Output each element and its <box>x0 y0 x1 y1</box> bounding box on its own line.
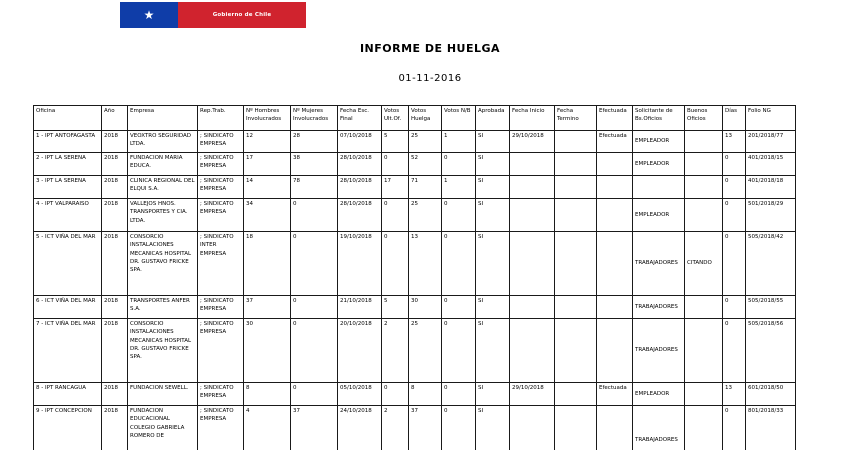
table-cell: 34 <box>244 199 291 232</box>
table-cell <box>685 319 723 383</box>
star-icon: ★ <box>143 8 155 22</box>
table-cell: 0 <box>723 153 746 176</box>
table-cell: SI <box>476 319 510 383</box>
gobierno-de-chile-logo <box>120 2 306 28</box>
column-header: Efectuada <box>597 106 633 131</box>
table-cell: 4 <box>244 406 291 450</box>
table-row <box>34 232 796 296</box>
table-cell: 25 <box>409 131 442 153</box>
table-cell: 5 <box>382 296 409 319</box>
table-cell <box>597 199 633 232</box>
table-cell <box>510 176 555 199</box>
table-cell: ; SINDICATO EMPRESA <box>198 383 244 406</box>
table-cell <box>555 131 597 153</box>
table-cell: 505/2018/56 <box>746 319 796 383</box>
table-cell: SI <box>476 176 510 199</box>
table-cell: 0 <box>291 296 338 319</box>
column-header: Aprobada <box>476 106 510 131</box>
table-cell: 0 <box>382 232 409 296</box>
table-cell: TRANSPORTES ANFER S.A. <box>128 296 198 319</box>
table-cell: Efectuada <box>597 131 633 153</box>
column-header: Fecha Esc. Final <box>338 106 382 131</box>
table-cell: CONSORCIO INSTALACIONES MECANICAS HOSPITAL DR. GUSTAVO FRICKE SPA. <box>128 232 198 296</box>
table-cell: 30 <box>409 296 442 319</box>
table-cell: 19/10/2018 <box>338 232 382 296</box>
column-header: Votos N/B <box>442 106 476 131</box>
table-cell: 0 <box>723 296 746 319</box>
table-cell: 0 <box>382 153 409 176</box>
column-header: Buenos Oficios <box>685 106 723 131</box>
table-row <box>34 406 796 450</box>
table-cell: 1 <box>442 176 476 199</box>
table-cell: 13 <box>723 131 746 153</box>
strike-report-table <box>33 105 796 450</box>
report-date: 01-11-2016 <box>398 73 462 84</box>
table-row <box>34 319 796 383</box>
table-cell: 52 <box>409 153 442 176</box>
table-header-row <box>34 106 796 131</box>
column-header: Empresa <box>128 106 198 131</box>
table-cell: 2018 <box>102 406 128 450</box>
table-cell: 78 <box>291 176 338 199</box>
table-cell: EMPLEADOR <box>633 383 685 406</box>
table-cell <box>510 232 555 296</box>
table-cell: ; SINDICATO EMPRESA <box>198 153 244 176</box>
table-cell: 2018 <box>102 383 128 406</box>
table-cell: FUNDACION SEWELL. <box>128 383 198 406</box>
table-cell: EMPLEADOR <box>633 153 685 176</box>
table-cell: FUNDACION EDUCACIONAL COLEGIO GABRIELA ROMERO DE <box>128 406 198 450</box>
table-cell: 4 - IPT VALPARAISO <box>34 199 102 232</box>
table-cell <box>597 406 633 450</box>
table-cell: 1 <box>442 131 476 153</box>
table-cell: 601/2018/50 <box>746 383 796 406</box>
table-cell: 5 <box>382 131 409 153</box>
column-header: Año <box>102 106 128 131</box>
table-cell <box>555 153 597 176</box>
table-cell: 2 <box>382 406 409 450</box>
table-cell <box>510 199 555 232</box>
table-cell: CONSORCIO INSTALACIONES MECANICAS HOSPITAL DR. GUSTAVO FRICKE SPA. <box>128 319 198 383</box>
table-cell: 37 <box>244 296 291 319</box>
table-cell: 0 <box>442 296 476 319</box>
table-cell: TRABAJADORES <box>633 406 685 450</box>
table-cell: ; SINDICATO EMPRESA <box>198 199 244 232</box>
table-cell <box>555 232 597 296</box>
table-cell: 0 <box>442 153 476 176</box>
table-cell: SI <box>476 131 510 153</box>
table-cell: ; SINDICATO EMPRESA <box>198 406 244 450</box>
table-cell: 2 <box>382 319 409 383</box>
table-cell: 0 <box>723 176 746 199</box>
table-cell <box>555 199 597 232</box>
logo-red-block <box>178 2 306 28</box>
table-cell: 9 - IPT CONCEPCION <box>34 406 102 450</box>
table-cell: 7 - ICT VIÑA DEL MAR <box>34 319 102 383</box>
table-cell: 8 - IPT RANCAGUA <box>34 383 102 406</box>
table-cell: 0 <box>291 199 338 232</box>
table-cell <box>555 406 597 450</box>
table-cell: 28 <box>291 131 338 153</box>
table-cell: 2018 <box>102 199 128 232</box>
table-cell: 28/10/2018 <box>338 153 382 176</box>
table-cell: 38 <box>291 153 338 176</box>
table-cell: 6 - ICT VIÑA DEL MAR <box>34 296 102 319</box>
table-cell: TRABAJADORES <box>633 296 685 319</box>
table-cell: 13 <box>723 383 746 406</box>
table-cell <box>633 176 685 199</box>
table-cell <box>685 296 723 319</box>
table-cell: 201/2018/77 <box>746 131 796 153</box>
table-cell: 801/2018/33 <box>746 406 796 450</box>
table-cell: 21/10/2018 <box>338 296 382 319</box>
table-cell: ; SINDICATO EMPRESA <box>198 319 244 383</box>
table-cell <box>510 153 555 176</box>
table-cell: ; SINDICATO EMPRESA <box>198 296 244 319</box>
table-cell <box>685 131 723 153</box>
table-cell: 8 <box>244 383 291 406</box>
table-cell <box>685 176 723 199</box>
table-cell: 71 <box>409 176 442 199</box>
table-cell: 17 <box>244 153 291 176</box>
table-cell: 0 <box>442 199 476 232</box>
table-cell: 8 <box>409 383 442 406</box>
table-cell <box>597 296 633 319</box>
table-cell: 0 <box>442 406 476 450</box>
table-cell: 30 <box>244 319 291 383</box>
table-cell: 0 <box>442 232 476 296</box>
table-cell: 29/10/2018 <box>510 383 555 406</box>
table-cell: 0 <box>291 232 338 296</box>
page-title: INFORME DE HUELGA <box>359 42 501 55</box>
table-cell: 37 <box>409 406 442 450</box>
column-header: Días <box>723 106 746 131</box>
column-header: Solicitante de Bs.Oficios <box>633 106 685 131</box>
table-cell <box>510 296 555 319</box>
table-cell <box>510 319 555 383</box>
table-cell: 05/10/2018 <box>338 383 382 406</box>
column-header: Oficina <box>34 106 102 131</box>
table-cell <box>685 406 723 450</box>
column-header: Votos Huelga <box>409 106 442 131</box>
table-cell: CITANDO <box>685 232 723 296</box>
table-cell: 07/10/2018 <box>338 131 382 153</box>
table-cell: 401/2018/15 <box>746 153 796 176</box>
table-cell <box>597 319 633 383</box>
table-cell: Efectuada <box>597 383 633 406</box>
table-row <box>34 296 796 319</box>
table-cell <box>597 153 633 176</box>
table-cell <box>555 176 597 199</box>
table-cell: 17 <box>382 176 409 199</box>
table-cell: 2 - IPT LA SERENA <box>34 153 102 176</box>
table-cell: SI <box>476 296 510 319</box>
table-cell: 2018 <box>102 153 128 176</box>
table-cell <box>597 176 633 199</box>
table-cell: 14 <box>244 176 291 199</box>
table-cell: 2018 <box>102 232 128 296</box>
table-cell: EMPLEADOR <box>633 199 685 232</box>
table-cell: 501/2018/29 <box>746 199 796 232</box>
table-cell <box>685 383 723 406</box>
table-cell: 37 <box>291 406 338 450</box>
column-header: Folio NG <box>746 106 796 131</box>
table-row <box>34 383 796 406</box>
table-cell <box>555 319 597 383</box>
table-cell: 3 - IPT LA SERENA <box>34 176 102 199</box>
table-cell <box>685 153 723 176</box>
table-cell <box>555 383 597 406</box>
column-header: Fecha Termino <box>555 106 597 131</box>
table-cell: 18 <box>244 232 291 296</box>
table-cell: 0 <box>442 319 476 383</box>
column-header: Rep.Trab. <box>198 106 244 131</box>
table-cell <box>685 199 723 232</box>
table-cell: 28/10/2018 <box>338 176 382 199</box>
table-cell <box>555 296 597 319</box>
column-header: Nº Mujeres Involucrados <box>291 106 338 131</box>
table-cell: 0 <box>291 319 338 383</box>
table-cell: 20/10/2018 <box>338 319 382 383</box>
table-cell: 2018 <box>102 296 128 319</box>
table-cell <box>510 406 555 450</box>
table-cell: VEOXTRO SEGURIDAD LTDA. <box>128 131 198 153</box>
table-row <box>34 176 796 199</box>
table-cell: SI <box>476 383 510 406</box>
table-row <box>34 199 796 232</box>
table-cell <box>597 232 633 296</box>
table-cell: 29/10/2018 <box>510 131 555 153</box>
table-row <box>34 131 796 153</box>
table-cell: 505/2018/55 <box>746 296 796 319</box>
table-cell: 2018 <box>102 176 128 199</box>
table-cell: SI <box>476 153 510 176</box>
table-cell: SI <box>476 406 510 450</box>
logo-blue-block <box>120 2 178 28</box>
column-header: Nº Hombres Involucrados <box>244 106 291 131</box>
table-cell: 0 <box>723 319 746 383</box>
table-cell: 24/10/2018 <box>338 406 382 450</box>
table-cell: ; SINDICATO EMPRESA <box>198 131 244 153</box>
table-cell: 1 - IPT ANTOFAGASTA <box>34 131 102 153</box>
table-cell: 25 <box>409 319 442 383</box>
table-cell: ; SINDICATO EMPRESA <box>198 176 244 199</box>
table-cell: 25 <box>409 199 442 232</box>
table-cell: CLINICA REGIONAL DEL ELQUI S.A. <box>128 176 198 199</box>
table-cell: 2018 <box>102 319 128 383</box>
table-cell: SI <box>476 232 510 296</box>
table-cell: 0 <box>291 383 338 406</box>
table-row <box>34 153 796 176</box>
table-cell: 12 <box>244 131 291 153</box>
table-body <box>34 131 796 450</box>
column-header: Fecha Inicio <box>510 106 555 131</box>
table-cell: 2018 <box>102 131 128 153</box>
table-cell: 401/2018/18 <box>746 176 796 199</box>
table-cell: 0 <box>382 383 409 406</box>
table-cell: EMPLEADOR <box>633 131 685 153</box>
table-cell: 0 <box>723 232 746 296</box>
table-cell: 505/2018/42 <box>746 232 796 296</box>
table-cell: TRABAJADORES <box>633 232 685 296</box>
table-cell: 0 <box>382 199 409 232</box>
table-cell: 13 <box>409 232 442 296</box>
column-header: Votos Ult.Of. <box>382 106 409 131</box>
table-cell: SI <box>476 199 510 232</box>
table-cell: VALLEJOS HNOS. TRANSPORTES Y CIA. LTDA. <box>128 199 198 232</box>
table-cell: FUNDACION MARIA EDUCA. <box>128 153 198 176</box>
table-cell: 0 <box>723 406 746 450</box>
logo-text: Gobierno de Chile <box>212 12 272 18</box>
table-cell: 5 - ICT VIÑA DEL MAR <box>34 232 102 296</box>
strike-report-table-wrapper <box>33 105 798 450</box>
table-cell: 28/10/2018 <box>338 199 382 232</box>
table-cell: TRABAJADORES <box>633 319 685 383</box>
table-cell: 0 <box>442 383 476 406</box>
table-cell: ; SINDICATO INTER EMPRESA <box>198 232 244 296</box>
table-cell: 0 <box>723 199 746 232</box>
